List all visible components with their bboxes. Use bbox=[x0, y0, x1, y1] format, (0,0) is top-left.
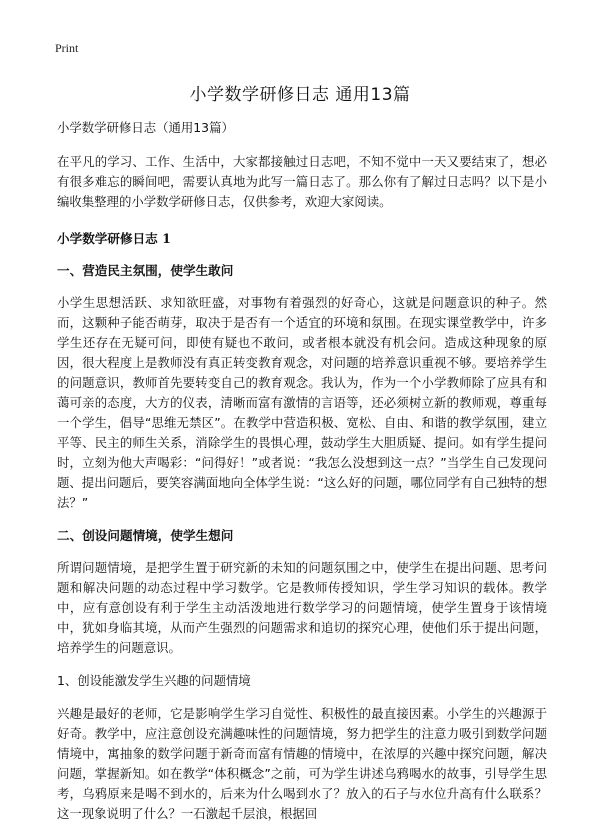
subsection-heading-1: 1、创设能激发学生兴趣的问题情境 bbox=[57, 673, 251, 688]
section-heading-2: 二、创设问题情境，使学生想问 bbox=[57, 528, 234, 543]
section-heading-1: 一、营造民主氛围，使学生敢问 bbox=[57, 263, 234, 278]
document-body bbox=[57, 118, 547, 837]
page-title: 小学数学研修日志 通用13篇 bbox=[189, 85, 411, 105]
print-link[interactable]: Print bbox=[55, 41, 79, 55]
intro-paragraph: 在平凡的学习、工作、生活中，大家都接触过日志吧，不知不觉中一天又要结束了，想必有很多难忘的瞬间吧，需要认真地为此写一篇日志了。那么你有了解过日志吗？以下是小编收集整理的小学数学研修日志，仅供参考，欢迎大家阅读。 bbox=[57, 154, 547, 209]
log-heading: 小学数学研修日志 1 bbox=[57, 231, 171, 246]
section-paragraph-2: 所谓问题情境，是把学生置于研究新的未知的问题氛围之中，使学生在提出问题、思考问题和解决问题的动态过程中学习数学。它是教师传授知识，学生学习知识的载体。教学中，应有意创设有利于学生主动活泼地进行数学学习的问题情境，使学生置身于该情境中，犹如身临其境，从而产生强烈的问题需求和追切的探究心理，使他们乐于提出问题，培养学生的问题意识。 bbox=[57, 560, 547, 655]
document-subtitle: 小学数学研修日志（通用13篇） bbox=[57, 120, 234, 135]
subsection-paragraph-1: 兴趣是最好的老师，它是影响学生学习自觉性、积极性的最直接因素。小学生的兴趣源于好奇。教学中，应注意创设充满趣味性的问题情境，努力把学生的注意力吸引到数学问题情境中，寓抽象的数学问题于新奇而富有情趣的情境中，在浓厚的兴趣中探究问题，解决问题，掌握新知。如在教学“体积概念”之前，可为学生讲述乌鸦喝水的故事，引导学生思考，乌鸦原来是喝不到水的，后来为什么喝到水了？放入的石子与水位升高有什么联系？这一现象说明了什么？一石激起千层浪，根据回 bbox=[57, 706, 547, 821]
section-paragraph-1: 小学生思想活跃、求知欲旺盛，对事物有着强烈的好奇心，这就是问题意识的种子。然而，这颗种子能否萌芽，取决于是否有一个适宜的环境和氛围。在现实课堂教学中，许多学生还存在无疑可问，即使有疑也不敢问，或者根本就没有机会问。造成这种现象的原因，很大程度上是教师没有真正转变教育观念，对问题的培养意识重视不够。要培养学生的问题意识，教师首先要转变自己的教育观念。我认为，作为一个小学教师除了应具有和蔼可亲的态度，大方的仪表，清晰而富有激情的言语等，还必须树立新的教师观，尊重每一个学生，倡导“思维无禁区”。在教学中营造积极、宽松、自由、和谐的教学氛围，建立平等、民主的师生关系，消除学生的畏惧心理，鼓动学生大胆质疑、提问。如有学生提问时，立刻为他大声喝彩：“问得好！”或者说：“我怎么没想到这一点？”当学生自己发现问题、提出问题后，要笑容满面地向全体学生说：“这么好的问题，哪位同学有自己独特的想法？” bbox=[57, 295, 547, 510]
